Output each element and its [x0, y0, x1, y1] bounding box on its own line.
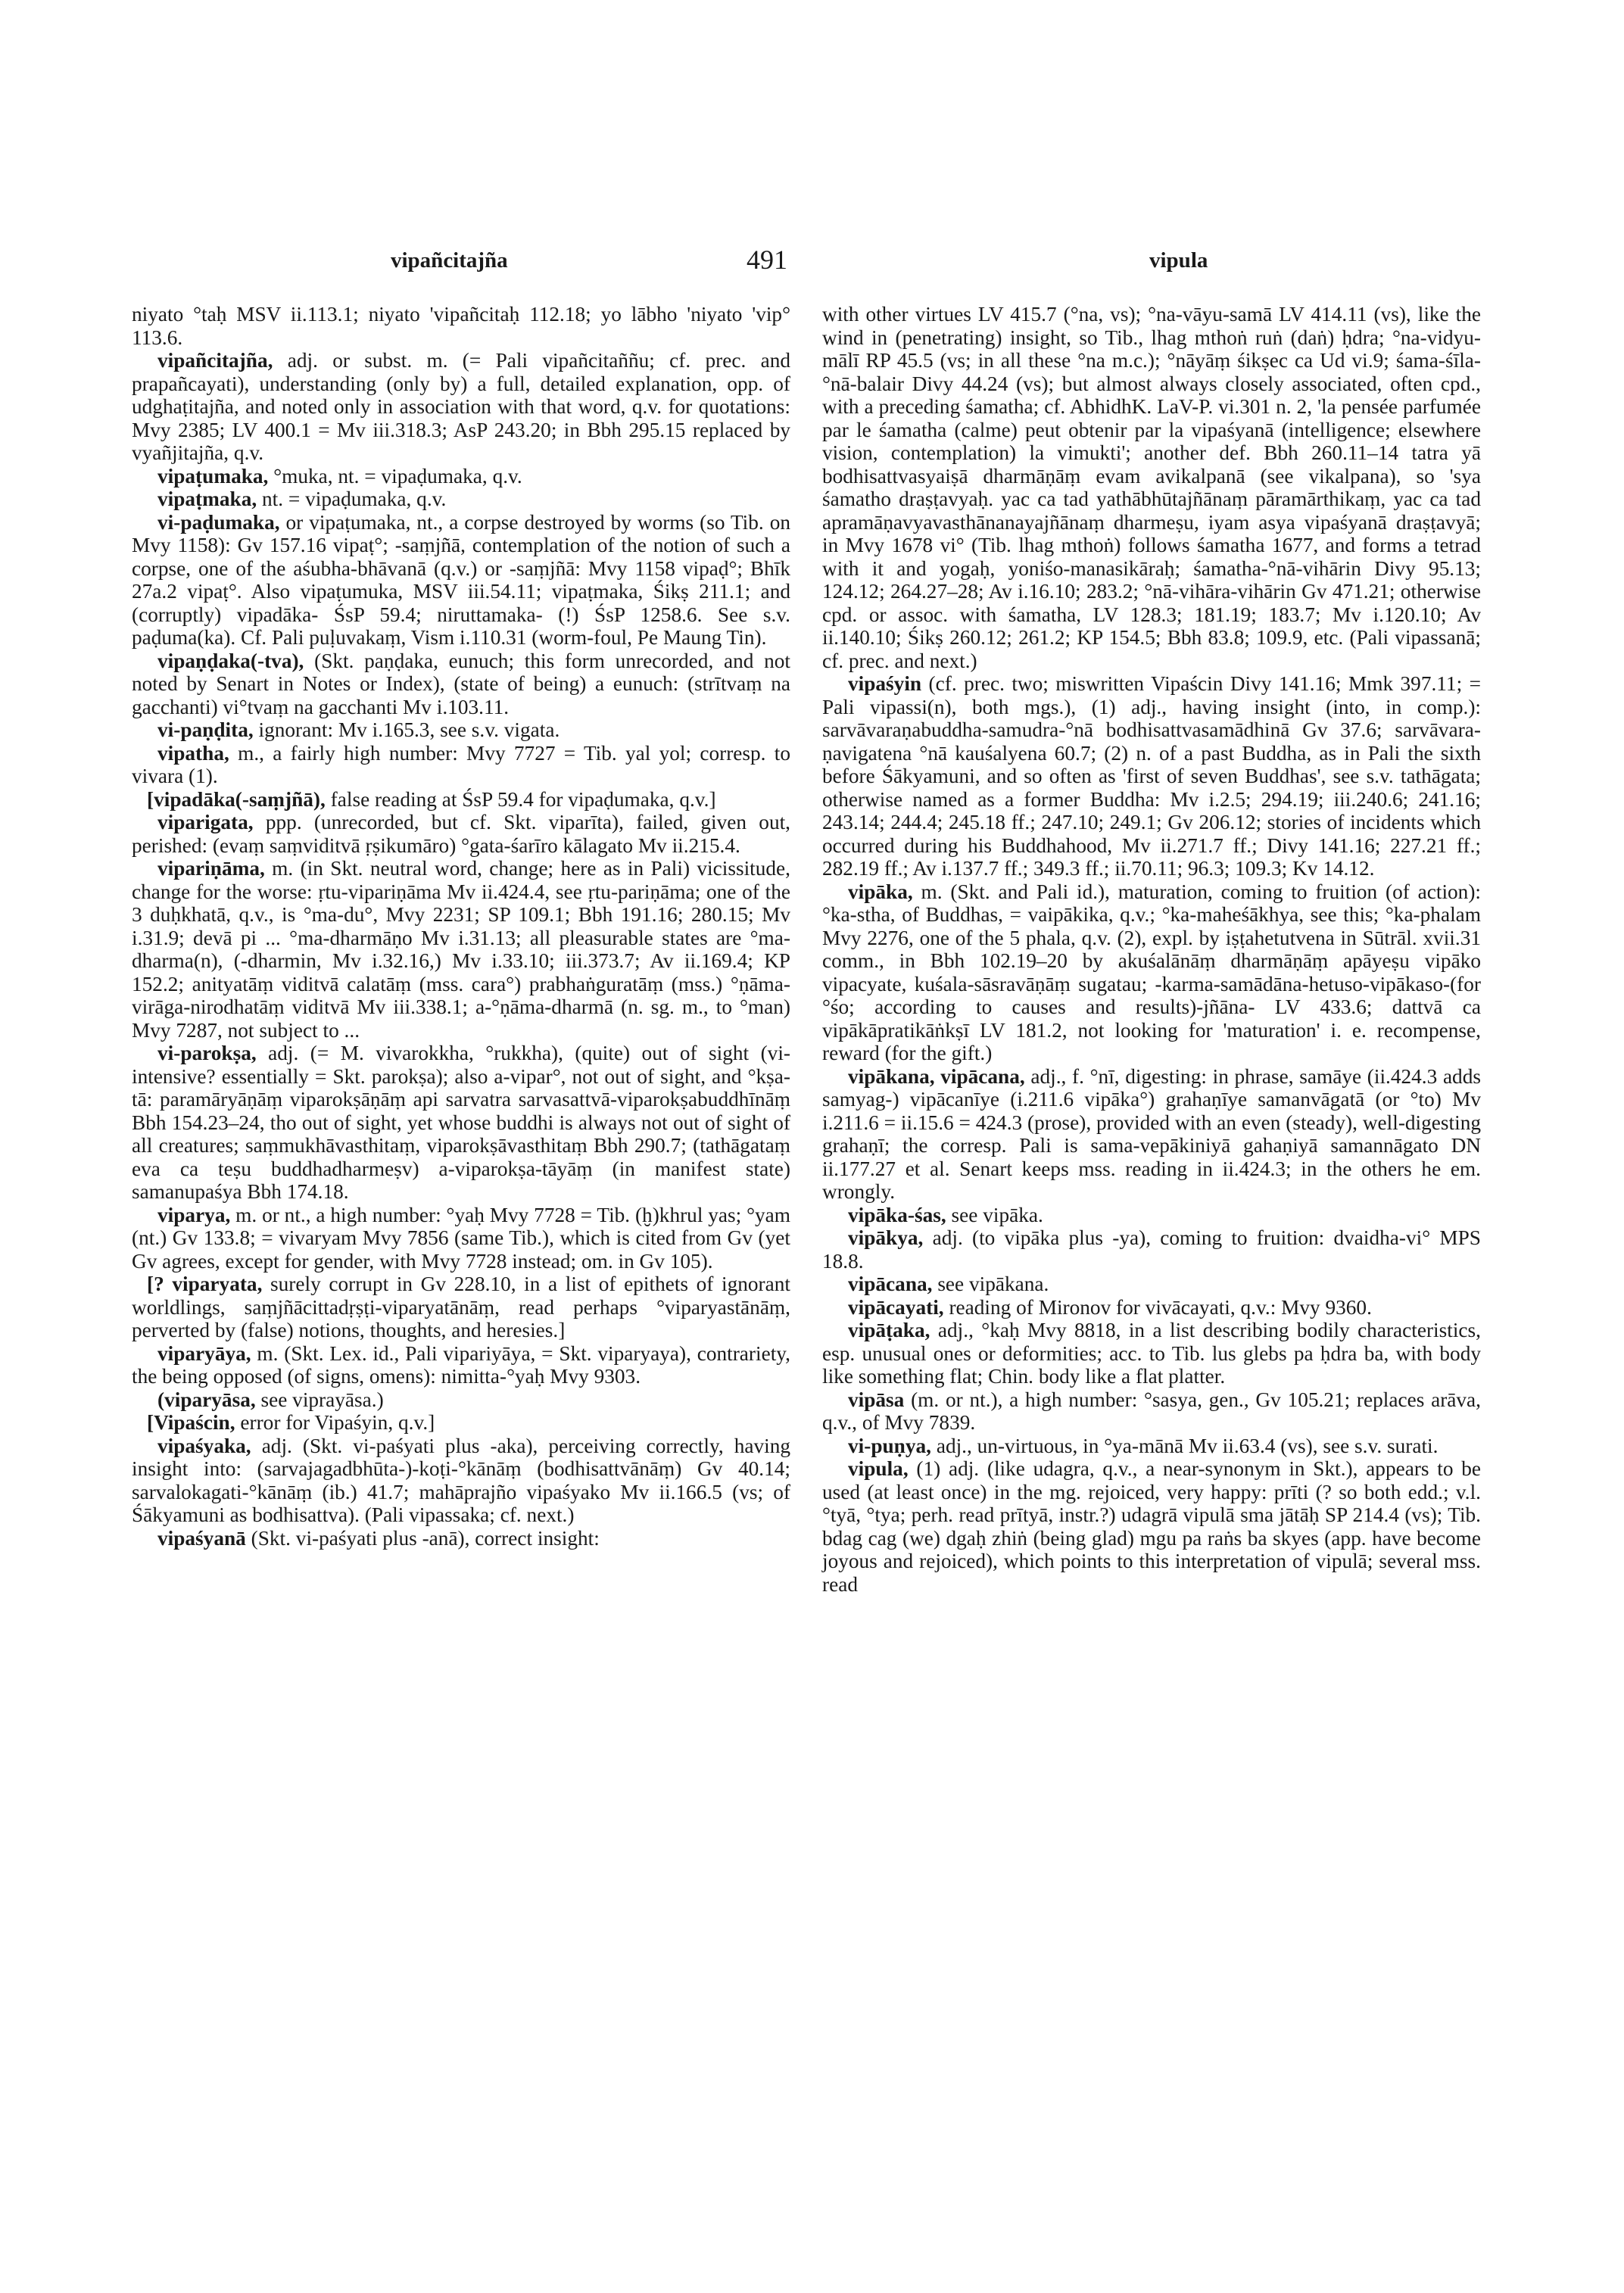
dictionary-entry	[132, 857, 790, 1042]
entry-headword: vipariṇāma,	[157, 857, 265, 880]
dictionary-entry	[132, 1527, 790, 1550]
left-column	[132, 303, 790, 1550]
entry-text: m., a fairly high number: Mvy 7727 = Tib. yal yol; corresp. to vivara (1).	[132, 741, 791, 787]
dictionary-entry	[132, 788, 790, 812]
entry-text: (Skt. paṇḍaka, eunuch; this form unrecorded, and not noted by Senart in Notes or Index), (state of being) a eunuch: (strītvaṃ na gacchanti) vi°tvaṃ na gacchanti Mv i.103.11.	[132, 649, 790, 718]
dictionary-entry	[822, 1319, 1481, 1388]
dictionary-entry	[132, 1204, 790, 1273]
entry-headword: vipula,	[848, 1457, 909, 1480]
entry-headword: viparyāya,	[157, 1341, 251, 1365]
dictionary-entry	[822, 1226, 1481, 1273]
entry-text: adj., f. °nī, digesting: in phrase, samāye (ii.424.3 adds samyag-) vipācanīye (i.211.6 vipāka°) grahaṇīye samanvāgatā (or °to) Mv i.211.6 = ii.15.6 = 424.3 (prose), provided with an even (steady), well-digesting grahaṇī; the corresp. Pali is sama-vepākiniyā gahaṇiyā samannāgato DN ii.177.27 et al. Senart keeps mss. reading in ii.424.3; in the others he em. wrongly.	[822, 1064, 1481, 1203]
entry-text: °muka, nt. = vipaḍumaka, q.v.	[273, 464, 522, 488]
right-column	[822, 303, 1481, 1596]
entry-headword: vi-paḍumaka,	[157, 510, 280, 534]
entry-text: or vipaṭumaka, nt., a corpse destroyed by worms (so Tib. on Mvy 1158): Gv 157.16 vipaṭ°; -saṃjñā, contemplation of the notion of such a corpse, one of the aśubha-bhāvanā (q.v.) or -saṃjñā: Mvy 1158 vipaḍ°; Bhīk 27a.2 vipaṭ°. Also vipaṭumuka, MSV iii.54.11; vipaṭmaka, Śikṣ 211.1; and (corruptly) vipadāka- ŚsP 59.4; niruttamaka- (!) ŚsP 1258.6. See s.v. paḍuma(ka). Cf. Pali puḷuvakaṃ, Vism i.110.31 (worm-foul, Pe Maung Tin).	[132, 510, 790, 649]
entry-text: m. (Skt. Lex. id., Pali vipariyāya, = Skt. viparyaya), contrariety, the being opposed (of signs, omens): nimitta-°yaḥ Mvy 9303.	[132, 1341, 790, 1388]
entry-text: surely corrupt in Gv 228.10, in a list of epithets of ignorant worldlings, saṃjñācittadṛṣṭi-viparyatānāṃ, read perhaps °viparyastānāṃ, perverted by (false) notions, thoughts, and heresies.]	[132, 1273, 790, 1341]
dictionary-entry	[132, 1388, 790, 1412]
entry-headword: vipañcitajña,	[157, 349, 273, 372]
entry-headword: vipaśyin	[848, 672, 922, 695]
entry-text: (1) adj. (like udagra, q.v., a near-synonym in Skt.), appears to be used (at least once) in the mg. rejoiced, very happy: prīti (? so both edd.; v.l. °tyā, °tya; perh. read prītyā, instr.?) udagrā vipulā sma jātāḥ SP 214.4 (vs); Tib. bdag cag (we) dgaḥ zhiṅ (being glad) mgu pa raṅs ba skyes (app. have become joyous and rejoiced), which points to this interpretation of vipulā; several mss. read	[822, 1457, 1481, 1596]
entry-text: ignorant: Mv i.165.3, see s.v. vigata.	[258, 718, 560, 741]
entry-text: nt. = vipaḍumaka, q.v.	[262, 488, 447, 510]
dictionary-entry	[822, 1273, 1481, 1296]
entry-headword: vi-puṇya,	[848, 1434, 931, 1457]
entry-headword: vipaśyanā	[157, 1526, 246, 1550]
entry-headword: vipākya,	[848, 1226, 924, 1249]
entry-text: (m. or nt.), a high number: °sasya, gen., Gv 105.21; replaces arāva, q.v., of Mvy 7839.	[822, 1388, 1481, 1434]
entry-headword: vipācana,	[848, 1273, 933, 1295]
dictionary-entry	[132, 349, 790, 465]
entry-text: adj. (Skt. vi-paśyati plus -aka), perceiving correctly, having insight into: (sarvajagadbhūta-)-koṭi-°kānāṃ (bodhisattvānāṃ) Gv 40.14; sarvalokagati-°kānāṃ (ib.) 41.7; mahāprajño vipaśyako Mv ii.166.5 (vs; of Śākyamuni as bodhisattva). (Pali vipassaka; cf. next.)	[132, 1434, 790, 1526]
entry-text: see vipāka.	[951, 1203, 1043, 1226]
entry-text: adj., un-virtuous, in °ya-mānā Mv ii.63.4 (vs), see s.v. surati.	[936, 1434, 1439, 1457]
entry-headword: [? viparyata,	[147, 1273, 263, 1295]
entry-headword: vipāṭaka,	[848, 1319, 930, 1341]
entry-text: reading of Mironov for vivācayati, q.v.: Mvy 9360.	[949, 1295, 1372, 1319]
dictionary-entry	[132, 1342, 790, 1388]
dictionary-entry	[822, 1296, 1481, 1319]
entry-headword: vipaṭmaka,	[157, 488, 257, 510]
entry-text: m. (Skt. and Pali id.), maturation, coming to fruition (of action): °ka-stha, of Buddhas, = vaipākika, q.v.; °ka-maheśākhya, see this; °ka-phalam Mvy 2276, one of the 5 phala, q.v. (2), expl. by iṣṭahetutvena in Sūtrāl. xvii.31 comm., in Bbh 102.19–20 by akuśalānāṃ dharmāṇāṃ apāyeṣu vipāko vipacyate, kuśala-sāsravāṇāṃ sugatau; -karma-samādāna-hetuso-vipākaso-(for °śo; according to causes and results)-jñāna- LV 433.6; dattvā ca vipākāpratikāṅkṣī LV 181.2, not looking for 'maturation' i. e. recompense, reward (for the gift.)	[822, 880, 1481, 1064]
dictionary-entry	[132, 742, 790, 788]
running-head-left: vipañcitajña	[391, 248, 508, 273]
entry-text: (cf. prec. two; miswritten Vipaścin Divy 141.16; Mmk 397.11; = Pali vipassi(n), both mgs.), (1) adj., having insight (into, in comp.): sarvāvaraṇabuddha-samudra-°nā bodhisattvasamādhinā Gv 37.6; sarvāvara-ṇavigatena °nā kauśalyena 60.7; (2) n. of a past Buddha, as in Pali the sixth before Śākyamuni, and so often as 'first of seven Buddhas', see s.v. tathāgata; otherwise named as a former Buddha: Mv i.2.5; 294.19; iii.240.6; 241.16; 243.14; 244.4; 245.18 ff.; 247.10; 249.1; Gv 206.12; stories of incidents which occurred during his Buddhahood, Mv ii.271.7 ff.; Divy 141.16; 227.21 ff.; 282.19 ff.; Av i.137.7 ff.; 349.3 ff.; ii.70.11; 96.3; 109.3; Kv 14.12.	[822, 672, 1481, 880]
entry-headword: vipaśyaka,	[157, 1434, 251, 1457]
entry-text: (Skt. vi-paśyati plus -anā), correct insight:	[251, 1526, 600, 1550]
entry-text: niyato °taḥ MSV ii.113.1; niyato 'vipañcitaḥ 112.18; yo lābho 'niyato 'vip° 113.6.	[132, 303, 790, 349]
entry-headword: (viparyāsa,	[157, 1388, 256, 1411]
entry-headword: vipaṇḍaka(-tva),	[157, 649, 304, 672]
entry-text: with other virtues LV 415.7 (°na, vs); °na-vāyu-samā LV 414.11 (vs), like the wind in (penetrating) insight, so Tib., lhag mthoṅ ruṅ (daṅ) ḥdra; °na-vidyu-mālī RP 45.5 (vs; in all these °na m.c.); °nāyāṃ śikṣec ca Ud vi.9; śama-śīla-°nā-balair Divy 44.24 (vs); but almost always closely associated, often cpd., with a preceding śamatha; cf. AbhidhK. LaV-P. vi.301 n. 2, 'la pensée parfumée par le śamatha (calme) peut obtenir par la vipaśyanā (intelligence; elsewhere vision, contemplation) la vimukti'; another def. Bbh 260.11–14 tatra yā bodhisattvasyaiṣā dharmāṇāṃ evam avikalpanā (see vikalpana), so 'sya śamatho draṣṭavyaḥ. yac ca tad yathābhūtajñānaṃ pāramārthikaṃ, yac ca tad apramāṇavyavasthānanayajñānaṃ dharmeṣu, iyam asya vipaśyanā draṣṭavyā; in Mvy 1678 vi° (Tib. lhag mthoṅ) follows śamatha 1677, and forms a tetrad with it and yogaḥ, yoniśo-manasikāraḥ; śamatha-°nā-vihārin Divy 95.13; 124.12; 264.27–28; Av i.16.10; 283.2; °nā-vihāra-vihārin Gv 471.21; otherwise cpd. or assoc. with śamatha, LV 128.3; 181.19; 183.7; Mv i.120.10; Av ii.140.10; Śikṣ 260.12; 261.2; KP 154.5; Bbh 83.8; 109.9, etc. (Pali vipassanā; cf. prec. and next.)	[822, 303, 1481, 672]
dictionary-entry	[132, 718, 790, 742]
entry-headword: viparya,	[157, 1203, 231, 1226]
entry-text: m. (in Skt. neutral word, change; here as in Pali) vicissitude, change for the worse: ṛtu-vipariṇāma Mv ii.424.4, see ṛtu-pariṇāma; one of the 3 duḥkhatā, q.v., is °ma-du°, Mvy 2231; SP 109.1; Bbh 191.16; 280.15; Mv i.31.9; devā pi ... °ma-dharmāṇo Mv i.31.13; all pleasurable states are °ma-dharma(n), (-dharmin, Mv i.32.16,) Mv i.33.10; iii.373.7; Av ii.169.4; KP 152.2; anityatāṃ viditvā calatāṃ (mss. cara°) prabhaṅguratāṃ (mss.) °ṇāma-virāga-nirodhatāṃ viditvā Mv iii.338.1; a-°ṇāma-dharmā (n. sg. m., to °man) Mvy 7287, not subject to ...	[132, 857, 790, 1042]
dictionary-entry	[132, 811, 790, 857]
entry-headword: viparigata,	[157, 811, 254, 833]
continued-text	[132, 303, 790, 349]
running-head-right: vipula	[1149, 248, 1208, 273]
entry-headword: [Vipaścin,	[147, 1411, 235, 1434]
page-number: 491	[747, 245, 787, 275]
dictionary-entry	[822, 1388, 1481, 1435]
dictionary-entry	[822, 672, 1481, 880]
entry-text: adj. (to vipāka plus -ya), coming to fruition: dvaidha-vi° MPS 18.8.	[822, 1226, 1481, 1273]
entry-text: adj. or subst. m. (= Pali vipañcitaññu; cf. prec. and prapañcayati), understanding (only by) a full, detailed explanation, opp. of udghaṭitajña, and noted only in association with that word, q.v. for quotations: Mvy 2385; LV 400.1 = Mv iii.318.3; AsP 243.20; in Bbh 295.15 replaced by vyañjitajña, q.v.	[132, 349, 790, 464]
entry-text: see vipākana.	[937, 1273, 1049, 1295]
dictionary-entry	[132, 488, 790, 511]
entry-text: false reading at ŚsP 59.4 for vipaḍumaka, q.v.]	[330, 787, 716, 811]
dictionary-entry	[822, 1204, 1481, 1227]
dictionary-entry	[132, 465, 790, 488]
continued-text	[822, 303, 1481, 672]
entry-headword: vi-parokṣa,	[157, 1042, 257, 1064]
entry-headword: vi-paṇḍita,	[157, 718, 254, 741]
dictionary-entry	[822, 1457, 1481, 1596]
entry-text: ppp. (unrecorded, but cf. Skt. viparīta), failed, given out, perished: (evaṃ saṃviditvā ṛṣikumāro) °gata-śarīro kālagato Mv ii.215.4.	[132, 811, 791, 857]
dictionary-entry	[822, 1435, 1481, 1458]
dictionary-entry	[132, 1435, 790, 1527]
dictionary-entry	[132, 1042, 790, 1204]
dictionary-entry	[822, 1065, 1481, 1204]
dictionary-entry	[822, 880, 1481, 1065]
entry-headword: vipāka,	[848, 880, 913, 903]
entry-text: see viprayāsa.)	[260, 1388, 384, 1411]
entry-headword: vipākana, vipācana,	[848, 1064, 1025, 1088]
dictionary-entry	[132, 650, 790, 719]
entry-text: m. or nt., a high number: °yaḥ Mvy 7728 = Tib. (ḫ)khrul yas; °yam (nt.) Gv 133.8; = vivaryam Mvy 7856 (same Tib.), which is cited from Gv (yet Gv agrees, except for gender, with Mvy 7728 instead; om. in Gv 105).	[132, 1203, 791, 1273]
entry-text: adj. (= M. vivarokkha, °rukkha), (quite) out of sight (vi- intensive? essentially = Skt. parokṣa); also a-vipar°, not out of sight, and °kṣa-tā: paramāryāṇāṃ viparokṣāṇāṃ api sarvatra sarvasattvā-viparokṣabuddhīnāṃ Bbh 154.23–24, tho out of sight, yet whose buddhi is always not out of sight of all creatures; saṃmukhāvasthitaṃ, viparokṣāvasthitaṃ Bbh 290.7; (tathāgataṃ eva ca teṣu buddhadharmeṣv) a-viparokṣa-tāyāṃ (in manifest state) samanupaśya Bbh 174.18.	[132, 1042, 790, 1203]
entry-headword: vipatha,	[157, 741, 229, 765]
entry-headword: vipāka-śas,	[848, 1203, 946, 1226]
dictionary-entry	[132, 1273, 790, 1342]
entry-headword: [vipadāka(-saṃjñā),	[147, 787, 326, 811]
entry-headword: vipāsa	[848, 1388, 905, 1411]
entry-text: adj., °kaḥ Mvy 8818, in a list describing bodily characteristics, esp. unusual ones or deformities; acc. to Tib. lus glebs pa ḥdra ba, with body like something flat; Chin. body like a flat platter.	[822, 1319, 1481, 1388]
entry-headword: vipācayati,	[848, 1295, 944, 1319]
dictionary-entry	[132, 1411, 790, 1435]
entry-text: error for Vipaśyin, q.v.]	[240, 1411, 435, 1434]
entry-headword: vipaṭumaka,	[157, 464, 269, 488]
dictionary-entry	[132, 511, 790, 650]
